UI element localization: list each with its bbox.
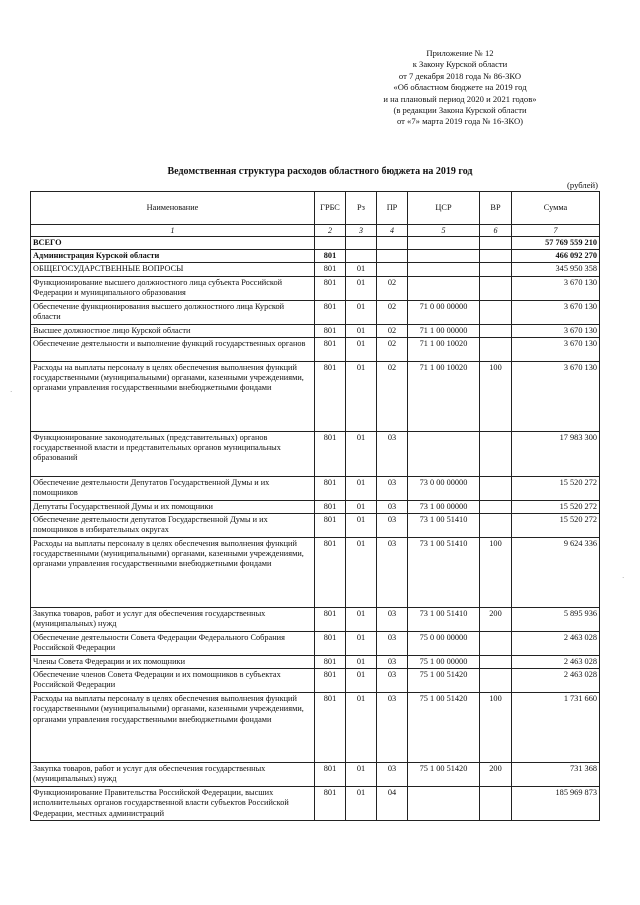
- row-csr: 71 0 00 00000: [408, 300, 480, 324]
- table-row: [31, 237, 600, 250]
- row-name: Функционирование высшего должностного лица субъекта Российской Федерации и муниципального образования: [31, 276, 315, 300]
- row-rz: 01: [346, 263, 377, 276]
- row-name: ВСЕГО: [31, 237, 315, 250]
- row-rz: [346, 250, 377, 263]
- row-name: Обеспечение деятельности Депутатов Государственной Думы и их помощников: [31, 476, 315, 500]
- row-name: ОБЩЕГОСУДАРСТВЕННЫЕ ВОПРОСЫ: [31, 263, 315, 276]
- row-csr: 73 1 00 51410: [408, 514, 480, 538]
- row-csr: 73 1 00 51410: [408, 608, 480, 632]
- row-rz: 01: [346, 276, 377, 300]
- row-vr: 100: [480, 361, 512, 431]
- row-csr: [408, 431, 480, 476]
- row-name: Члены Совета Федерации и их помощники: [31, 656, 315, 669]
- row-pr: 03: [377, 608, 408, 632]
- row-csr: 75 1 00 00000: [408, 656, 480, 669]
- row-grbs: 801: [315, 632, 346, 656]
- appendix-header: [330, 48, 590, 128]
- row-name: Функционирование Правительства Российской Федерации, высших исполнительных органов государственной власти субъектов Российской Федерации, местных администраций: [31, 787, 315, 821]
- row-vr: [480, 632, 512, 656]
- row-csr: [408, 276, 480, 300]
- row-sum: 15 520 272: [512, 500, 600, 513]
- scan-artifact: ·: [10, 388, 13, 396]
- row-pr: [377, 250, 408, 263]
- row-grbs: [315, 237, 346, 250]
- row-csr: 75 1 00 51420: [408, 669, 480, 693]
- row-vr: [480, 324, 512, 337]
- row-sum: 9 624 336: [512, 538, 600, 608]
- row-grbs: 801: [315, 693, 346, 763]
- row-name: Депутаты Государственной Думы и их помощники: [31, 500, 315, 513]
- scan-artifact: ·: [622, 574, 625, 582]
- table-row: [31, 300, 600, 324]
- row-pr: 03: [377, 500, 408, 513]
- row-name: Обеспечение деятельности Совета Федерации Федерального Собрания Российской Федерации: [31, 632, 315, 656]
- row-rz: 01: [346, 608, 377, 632]
- row-sum: 15 520 272: [512, 476, 600, 500]
- row-grbs: 801: [315, 669, 346, 693]
- row-vr: 100: [480, 538, 512, 608]
- row-grbs: 801: [315, 476, 346, 500]
- row-grbs: 801: [315, 300, 346, 324]
- table-row: [31, 337, 600, 361]
- row-sum: 731 368: [512, 763, 600, 787]
- table-row: [31, 787, 600, 821]
- row-vr: [480, 300, 512, 324]
- table-row: [31, 669, 600, 693]
- row-csr: [408, 237, 480, 250]
- row-sum: 3 670 130: [512, 276, 600, 300]
- table-row: [31, 514, 600, 538]
- row-pr: 02: [377, 276, 408, 300]
- table-row: [31, 693, 600, 763]
- row-rz: 01: [346, 337, 377, 361]
- col-index: 4: [377, 225, 408, 237]
- row-vr: [480, 656, 512, 669]
- row-csr: 75 1 00 51420: [408, 693, 480, 763]
- col-header-sum: Сумма: [512, 192, 600, 225]
- col-index: 1: [31, 225, 315, 237]
- row-name: Обеспечение деятельности и выполнение функций государственных органов: [31, 337, 315, 361]
- document-title: Ведомственная структура расходов областного бюджета на 2019 год: [167, 166, 473, 177]
- row-pr: 03: [377, 514, 408, 538]
- row-name: Функционирование законодательных (представительных) органов государственной власти и представительных органов муниципальных образований: [31, 431, 315, 476]
- row-pr: [377, 237, 408, 250]
- row-grbs: 801: [315, 538, 346, 608]
- row-rz: 01: [346, 514, 377, 538]
- row-sum: 3 670 130: [512, 337, 600, 361]
- row-grbs: 801: [315, 276, 346, 300]
- row-name: Обеспечение функционирования высшего должностного лица Курской области: [31, 300, 315, 324]
- row-rz: 01: [346, 787, 377, 821]
- header-line: и на плановый период 2020 и 2021 годов»: [383, 93, 537, 104]
- row-rz: 01: [346, 361, 377, 431]
- header-line: «Об областном бюджете на 2019 год: [393, 82, 527, 93]
- row-rz: [346, 237, 377, 250]
- row-rz: 01: [346, 500, 377, 513]
- row-pr: 02: [377, 361, 408, 431]
- row-pr: 02: [377, 337, 408, 361]
- row-sum: 466 092 270: [512, 250, 600, 263]
- table-row: [31, 361, 600, 431]
- row-rz: 01: [346, 431, 377, 476]
- table-row: [31, 632, 600, 656]
- row-rz: 01: [346, 300, 377, 324]
- col-header-name: Наименование: [31, 192, 315, 225]
- table-row: [31, 500, 600, 513]
- row-csr: 71 1 00 00000: [408, 324, 480, 337]
- row-csr: 71 1 00 10020: [408, 361, 480, 431]
- row-rz: 01: [346, 476, 377, 500]
- row-vr: 100: [480, 693, 512, 763]
- row-rz: 01: [346, 693, 377, 763]
- row-sum: 17 983 300: [512, 431, 600, 476]
- header-line: Приложение № 12: [426, 48, 494, 58]
- row-sum: 1 731 660: [512, 693, 600, 763]
- table-row: [31, 431, 600, 476]
- row-pr: 03: [377, 669, 408, 693]
- row-pr: 03: [377, 656, 408, 669]
- row-vr: [480, 276, 512, 300]
- row-grbs: 801: [315, 608, 346, 632]
- row-name: Обеспечение членов Совета Федерации и их помощников в субъектах Российской Федерации: [31, 669, 315, 693]
- row-vr: [480, 431, 512, 476]
- row-csr: 75 0 00 00000: [408, 632, 480, 656]
- col-index: 2: [315, 225, 346, 237]
- row-pr: 03: [377, 538, 408, 608]
- row-name: Расходы на выплаты персоналу в целях обеспечения выполнения функций государственными (муниципальными) органами, казенными учреждениями, органами управления государственными внебюджетными фондами: [31, 538, 315, 608]
- row-vr: [480, 514, 512, 538]
- row-name: Закупка товаров, работ и услуг для обеспечения государственных (муниципальных) нужд: [31, 763, 315, 787]
- row-csr: [408, 250, 480, 263]
- table-row: [31, 656, 600, 669]
- row-csr: 73 1 00 00000: [408, 500, 480, 513]
- row-sum: 3 670 130: [512, 361, 600, 431]
- col-index: 3: [346, 225, 377, 237]
- row-sum: 57 769 559 210: [512, 237, 600, 250]
- header-line: к Закону Курской области: [412, 59, 508, 70]
- col-header-csr: ЦСР: [408, 192, 480, 225]
- units-label: (рублей): [567, 180, 598, 190]
- row-csr: [408, 787, 480, 821]
- row-name: Расходы на выплаты персоналу в целях обеспечения выполнения функций государственными (муниципальными) органами, казенными учреждениями, органами управления государственными внебюджетными фондами: [31, 361, 315, 431]
- col-index: 6: [480, 225, 512, 237]
- row-grbs: 801: [315, 656, 346, 669]
- row-vr: [480, 500, 512, 513]
- row-csr: 71 1 00 10020: [408, 337, 480, 361]
- row-csr: [408, 263, 480, 276]
- table-row: [31, 250, 600, 263]
- row-sum: 3 670 130: [512, 324, 600, 337]
- row-name: Закупка товаров, работ и услуг для обеспечения государственных (муниципальных) нужд: [31, 608, 315, 632]
- row-pr: 03: [377, 763, 408, 787]
- row-pr: 04: [377, 787, 408, 821]
- row-rz: 01: [346, 632, 377, 656]
- row-name: Администрация Курской области: [31, 250, 315, 263]
- col-index: 5: [408, 225, 480, 237]
- row-csr: 73 0 00 00000: [408, 476, 480, 500]
- row-pr: 03: [377, 476, 408, 500]
- column-header-row: [31, 192, 600, 225]
- row-sum: 15 520 272: [512, 514, 600, 538]
- row-pr: 02: [377, 324, 408, 337]
- row-vr: [480, 476, 512, 500]
- row-sum: 185 969 873: [512, 787, 600, 821]
- row-sum: 345 950 358: [512, 263, 600, 276]
- table-row: [31, 538, 600, 608]
- row-name: Высшее должностное лицо Курской области: [31, 324, 315, 337]
- row-name: Расходы на выплаты персоналу в целях обеспечения выполнения функций государственными (муниципальными) органами, казенными учреждениями, органами управления государственными внебюджетными фондами: [31, 693, 315, 763]
- col-header-pr: ПР: [377, 192, 408, 225]
- table-row: [31, 608, 600, 632]
- table-row: [31, 324, 600, 337]
- row-vr: [480, 250, 512, 263]
- row-grbs: 801: [315, 763, 346, 787]
- row-vr: [480, 237, 512, 250]
- row-rz: 01: [346, 324, 377, 337]
- row-rz: 01: [346, 538, 377, 608]
- row-vr: [480, 337, 512, 361]
- row-vr: [480, 787, 512, 821]
- col-index: 7: [512, 225, 600, 237]
- col-header-grbs: ГРБС: [315, 192, 346, 225]
- row-name: Обеспечение деятельности депутатов Государственной Думы и их помощников в избирательных округах: [31, 514, 315, 538]
- header-line: от 7 декабря 2018 года № 86-ЗКО: [398, 70, 522, 81]
- row-grbs: 801: [315, 337, 346, 361]
- row-grbs: 801: [315, 500, 346, 513]
- col-header-rz: Рз: [346, 192, 377, 225]
- row-sum: 2 463 028: [512, 656, 600, 669]
- row-csr: 75 1 00 51420: [408, 763, 480, 787]
- row-sum: 2 463 028: [512, 632, 600, 656]
- row-vr: [480, 669, 512, 693]
- row-sum: 5 895 936: [512, 608, 600, 632]
- row-pr: 03: [377, 431, 408, 476]
- header-line: (в редакции Закона Курской области: [393, 105, 527, 116]
- row-grbs: 801: [315, 514, 346, 538]
- col-header-vr: ВР: [480, 192, 512, 225]
- row-rz: 01: [346, 763, 377, 787]
- table-row: [31, 476, 600, 500]
- row-grbs: 801: [315, 250, 346, 263]
- header-line: от «7» марта 2019 года № 16-ЗКО): [396, 116, 524, 127]
- row-pr: 03: [377, 632, 408, 656]
- row-grbs: 801: [315, 263, 346, 276]
- row-pr: [377, 263, 408, 276]
- expenditure-table: [30, 191, 600, 821]
- row-vr: 200: [480, 763, 512, 787]
- row-grbs: 801: [315, 431, 346, 476]
- row-pr: 02: [377, 300, 408, 324]
- row-grbs: 801: [315, 787, 346, 821]
- column-index-row: [31, 225, 600, 237]
- row-pr: 03: [377, 693, 408, 763]
- row-csr: 73 1 00 51410: [408, 538, 480, 608]
- row-rz: 01: [346, 669, 377, 693]
- row-sum: 3 670 130: [512, 300, 600, 324]
- table-row: [31, 276, 600, 300]
- row-sum: 2 463 028: [512, 669, 600, 693]
- row-vr: 200: [480, 608, 512, 632]
- row-grbs: 801: [315, 361, 346, 431]
- table-row: [31, 263, 600, 276]
- row-vr: [480, 263, 512, 276]
- table-row: [31, 763, 600, 787]
- row-grbs: 801: [315, 324, 346, 337]
- row-rz: 01: [346, 656, 377, 669]
